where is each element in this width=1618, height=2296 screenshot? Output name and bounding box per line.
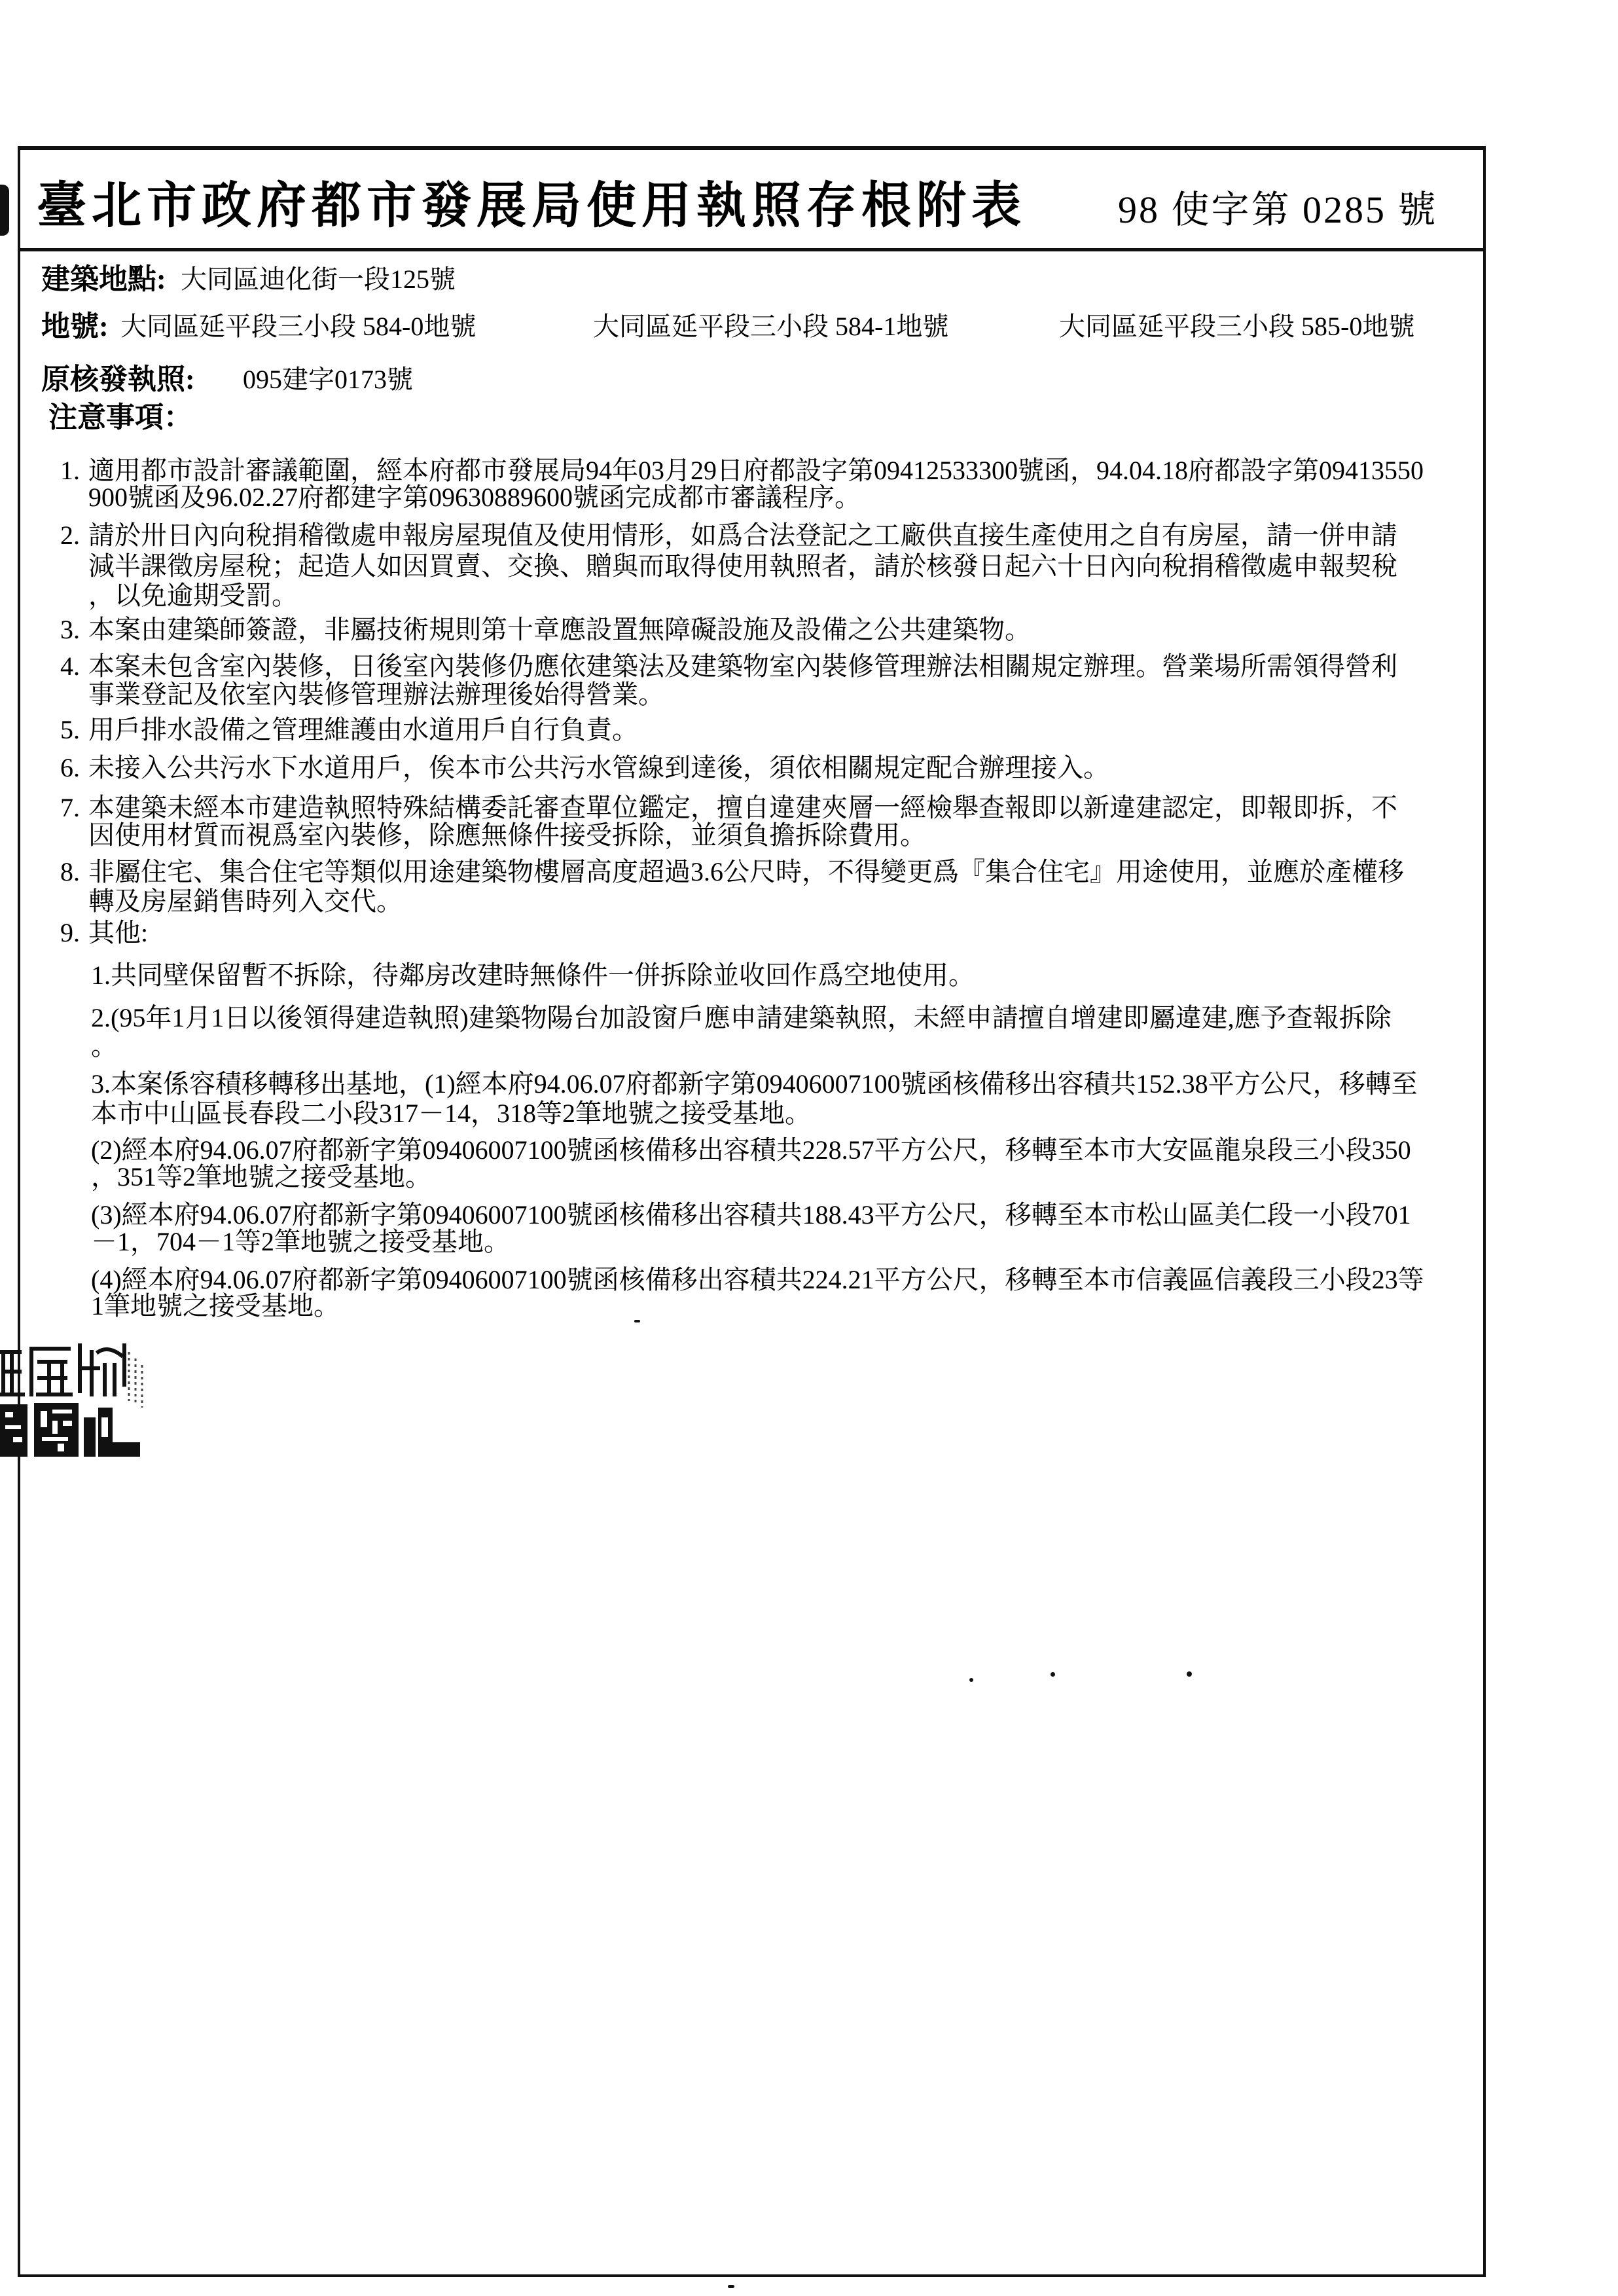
note-number: 5. [60, 715, 80, 744]
sub-note-line: －1，704－1等2筆地號之接受基地。 [91, 1227, 510, 1256]
note-number: 4. [60, 651, 80, 681]
lot-number: 大同區延平段三小段 584-0地號 [120, 312, 476, 341]
note-line: 轉及房屋銷售時列入交代。 [88, 886, 403, 916]
sub-note-line: (3)經本府94.06.07府都新字第09406007100號函核備移出容積共188.43平方公尺，移轉至本市松山區美仁段一小段701 [91, 1200, 1411, 1230]
note-line: 本案由建築師簽證，非屬技術規則第十章應設置無障礙設施及設備之公共建築物。 [88, 615, 1031, 644]
lot-number: 大同區延平段三小段 584-1地號 [593, 312, 949, 341]
sub-note-line: 。 [91, 1031, 117, 1061]
note-line: 未接入公共污水下水道用戶，俟本市公共污水管線到達後，須依相關規定配合辦理接入。 [88, 753, 1109, 782]
note-line: 本建築未經本市建造執照特殊結構委託審查單位鑑定，擅自違建夾層一經檢舉查報即以新違建認定，即報即拆，不 [88, 793, 1397, 822]
note-number: 1. [60, 456, 80, 485]
note-number: 7. [60, 793, 80, 822]
sub-note-line: (2)經本府94.06.07府都新字第09406007100號函核備移出容積共228.57平方公尺，移轉至本市大安區龍泉段三小段350 [91, 1135, 1411, 1165]
note-number: 2. [60, 520, 80, 550]
official-seal-stamp [0, 1339, 147, 1460]
note-line: 用戶排水設備之管理維護由水道用戶自行負責。 [88, 715, 638, 744]
note-number: 8. [60, 857, 80, 886]
note-line: 本案未包含室內裝修，日後室內裝修仍應依建築法及建築物室內裝修管理辦法相關規定辦理。營業場所需領得營利 [88, 651, 1397, 681]
note-line: 因使用材質而視爲室內裝修，除應無條件接受拆除，並須負擔拆除費用。 [88, 820, 926, 850]
sub-note-line: 2.(95年1月1日以後領得建造執照)建築物陽台加設窗戶應申請建築執照，未經申請擅自增建即屬違建,應予查報拆除 [91, 1003, 1392, 1032]
sub-note-line: 本市中山區長春段二小段317－14，318等2筆地號之接受基地。 [91, 1099, 811, 1128]
scan-speck [634, 1320, 640, 1322]
sub-note-line: (4)經本府94.06.07府都新字第09406007100號函核備移出容積共224.21平方公尺，移轉至本市信義區信義段三小段23等 [91, 1265, 1424, 1294]
notes-heading: 注意事項： [48, 401, 192, 433]
note-line: 適用都市設計審議範圍，經本府都市發展局94年03月29日府都設字第09412533300號函，94.04.18府都設字第09413550 [88, 456, 1424, 485]
lots-label: 地號: [41, 310, 109, 342]
frame-top-rule [18, 146, 1486, 150]
note-line: 事業登記及依室內裝修管理辦法辦理後始得營業。 [88, 680, 664, 709]
original-license-label: 原核發執照: [41, 363, 195, 395]
sub-note-line: 1筆地號之接受基地。 [91, 1291, 340, 1321]
sub-note-line: 3.本案係容積移轉移出基地，(1)經本府94.06.07府都新字第09406007100號函核備移出容積共152.38平方公尺，移轉至 [91, 1069, 1418, 1099]
note-line: 其他: [88, 918, 149, 947]
note-number: 9. [60, 918, 80, 947]
scan-speck [728, 2285, 734, 2288]
sub-note-line: ，351等2筆地號之接受基地。 [91, 1162, 431, 1192]
title-divider [18, 248, 1486, 251]
note-line: 減半課徵房屋稅；起造人如因買賣、交換、贈與而取得使用執照者，請於核發日起六十日內向稅捐稽徵處申報契稅 [88, 551, 1397, 581]
original-license-value: 095建字0173號 [243, 365, 413, 394]
address-label: 建築地點: [41, 263, 166, 295]
note-line: 請於卅日內向稅捐稽徵處申報房屋現值及使用情形，如爲合法登記之工廠供直接生產使用之自有房屋，請一併申請 [88, 520, 1397, 550]
scan-speck [969, 1678, 973, 1682]
lot-number: 大同區延平段三小段 585-0地號 [1059, 312, 1415, 341]
note-line: 非屬住宅、集合住宅等類似用途建築物樓層高度超過3.6公尺時，不得變更爲『集合住宅』用途使用，並應於產權移 [88, 857, 1404, 886]
note-line: ，以免逾期受罰。 [88, 581, 298, 610]
document-title: 臺北市政府都市發展局使用執照存根附表 [37, 179, 1026, 234]
license-number: 98 使字第 0285 號 [1118, 189, 1438, 231]
note-number: 6. [60, 753, 80, 782]
note-number: 3. [60, 615, 80, 644]
scan-speck [1187, 1671, 1192, 1677]
sub-note-line: 1.共同壁保留暫不拆除，待鄰房改建時無條件一併拆除並收回作爲空地使用。 [91, 960, 975, 990]
scan-edge-mark [0, 185, 9, 236]
address-value: 大同區迪化街一段125號 [181, 264, 456, 294]
scan-speck [1051, 1672, 1055, 1677]
note-line: 900號函及96.02.27府都建字第09630889600號函完成都市審議程序。 [88, 483, 861, 512]
